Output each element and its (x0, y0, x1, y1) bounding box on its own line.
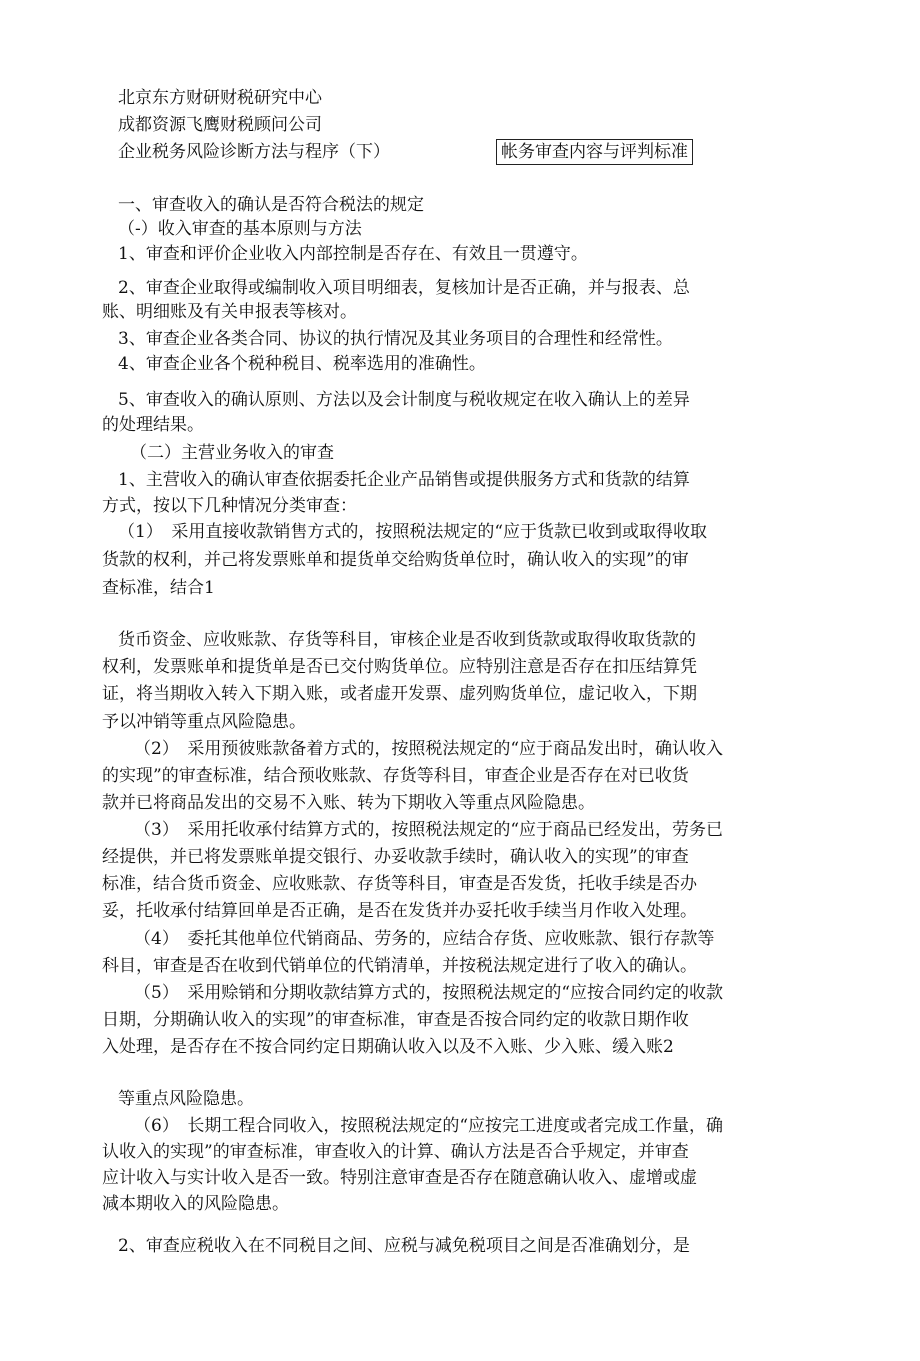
paragraph-line: 货款的权利，并己将发票账单和提货单交给购货单位时，确认收入的实现”的审 (102, 550, 689, 570)
paragraph-line: 账、明细账及有关申报表等核对。 (102, 302, 357, 322)
paragraph-line: 查标准，结合1 (102, 578, 215, 598)
paragraph-line: 标准，结合货币资金、应收账款、存货等科目，审查是否发货，托收手续是否办 (102, 874, 697, 894)
paragraph-line: 方式，按以下几种情况分类审查： (102, 496, 357, 516)
paragraph-line: （1） 采用直接收款销售方式的，按照税法规定的“应于货款已收到或取得收取 (118, 522, 708, 542)
paragraph-line: （4） 委托其他单位代销商品、劳务的，应结合存货、应收账款、银行存款等 (134, 929, 715, 949)
paragraph-line: （2） 采用预彼账款备着方式的，按照税法规定的“应于商品发出时，确认收入 (134, 739, 724, 759)
paragraph-line: （5） 采用赊销和分期收款结算方式的，按照税法规定的“应按合同约定的收款 (134, 983, 724, 1003)
paragraph-line: （6） 长期工程合同收入，按照税法规定的“应按完工进度或者完成工作量，确 (134, 1116, 724, 1136)
paragraph-line: 减本期收入的风险隐患。 (102, 1194, 289, 1214)
paragraph-line: 认收入的实现”的审查标准，审查收入的计算、确认方法是否合乎规定，并审查 (102, 1142, 689, 1162)
paragraph-line: 的实现”的审查标准，结合预收账款、存货等科目，审查企业是否存在对已收货 (102, 766, 689, 786)
paragraph-line: 款并已将商品发出的交易不入账、转为下期收入等重点风险隐患。 (102, 793, 595, 813)
org-name-1: 北京东方财研财税研究中心 (118, 88, 322, 108)
paragraph-line: 日期，分期确认收入的实现”的审查标准，审查是否按合同约定的收款日期作收 (102, 1010, 689, 1030)
paragraph-line: 2、审查企业取得或编制收入项目明细表，复核加计是否正确，并与报表、总 (118, 278, 690, 298)
document-title: 企业税务风险诊断方法与程序（下） (118, 142, 390, 162)
paragraph-line: 应计收入与实计收入是否一致。特别注意审查是否存在随意确认收入、虚增或虚 (102, 1168, 697, 1188)
paragraph-line: 的处理结果。 (102, 415, 204, 435)
paragraph-line: 1、主营收入的确认审查依据委托企业产品销售或提供服务方式和货款的结算 (118, 470, 690, 490)
paragraph-line: 证，将当期收入转入下期入账，或者虚开发票、虚列购货单位，虚记收入，下期 (102, 684, 697, 704)
paragraph-line: 3、审查企业各类合同、协议的执行情况及其业务项目的合理性和经常性。 (118, 329, 673, 349)
paragraph-line: 予以冲销等重点风险隐患。 (102, 712, 306, 732)
paragraph-line: 经提供，并已将发票账单提交银行、办妥收款手续时，确认收入的实现”的审查 (102, 847, 689, 867)
paragraph-line: 1、审查和评价企业收入内部控制是否存在、有效且一贯遵守。 (118, 244, 588, 264)
subsection-heading: （-）收入审查的基本原则与方法 (118, 219, 362, 239)
paragraph-line: 入处理，是否存在不按合同约定日期确认收入以及不入账、少入账、缓入账2 (102, 1037, 674, 1057)
paragraph-line: 等重点风险隐患。 (118, 1089, 254, 1109)
paragraph-line: 妥，托收承付结算回单是否正确，是否在发货并办妥托收手续当月作收入处理。 (102, 901, 697, 921)
paragraph-line: 科目，审查是否在收到代销单位的代销清单，并按税法规定进行了收入的确认。 (102, 956, 697, 976)
paragraph-line: 货币资金、应收账款、存货等科目，审核企业是否收到货款或取得收取货款的 (118, 630, 696, 650)
org-name-2: 成都资源飞鹰财税顾问公司 (118, 115, 322, 135)
paragraph-line: 2、审查应税收入在不同税目之间、应税与减免税项目之间是否准确划分，是 (118, 1236, 690, 1256)
boxed-subtitle: 帐务审查内容与评判标准 (496, 139, 693, 165)
subsection-heading: （二）主营业务收入的审查 (130, 443, 334, 463)
paragraph-line: （3） 采用托收承付结算方式的，按照税法规定的“应于商品已经发出，劳务已 (134, 820, 724, 840)
paragraph-line: 4、审查企业各个税种税目、税率选用的准确性。 (118, 354, 486, 374)
paragraph-line: 5、审查收入的确认原则、方法以及会计制度与税收规定在收入确认上的差异 (118, 390, 690, 410)
section-heading: 一、审查收入的确认是否符合税法的规定 (118, 195, 424, 215)
paragraph-line: 权利，发票账单和提货单是否已交付购货单位。应特别注意是否存在扣压结算凭 (102, 657, 697, 677)
